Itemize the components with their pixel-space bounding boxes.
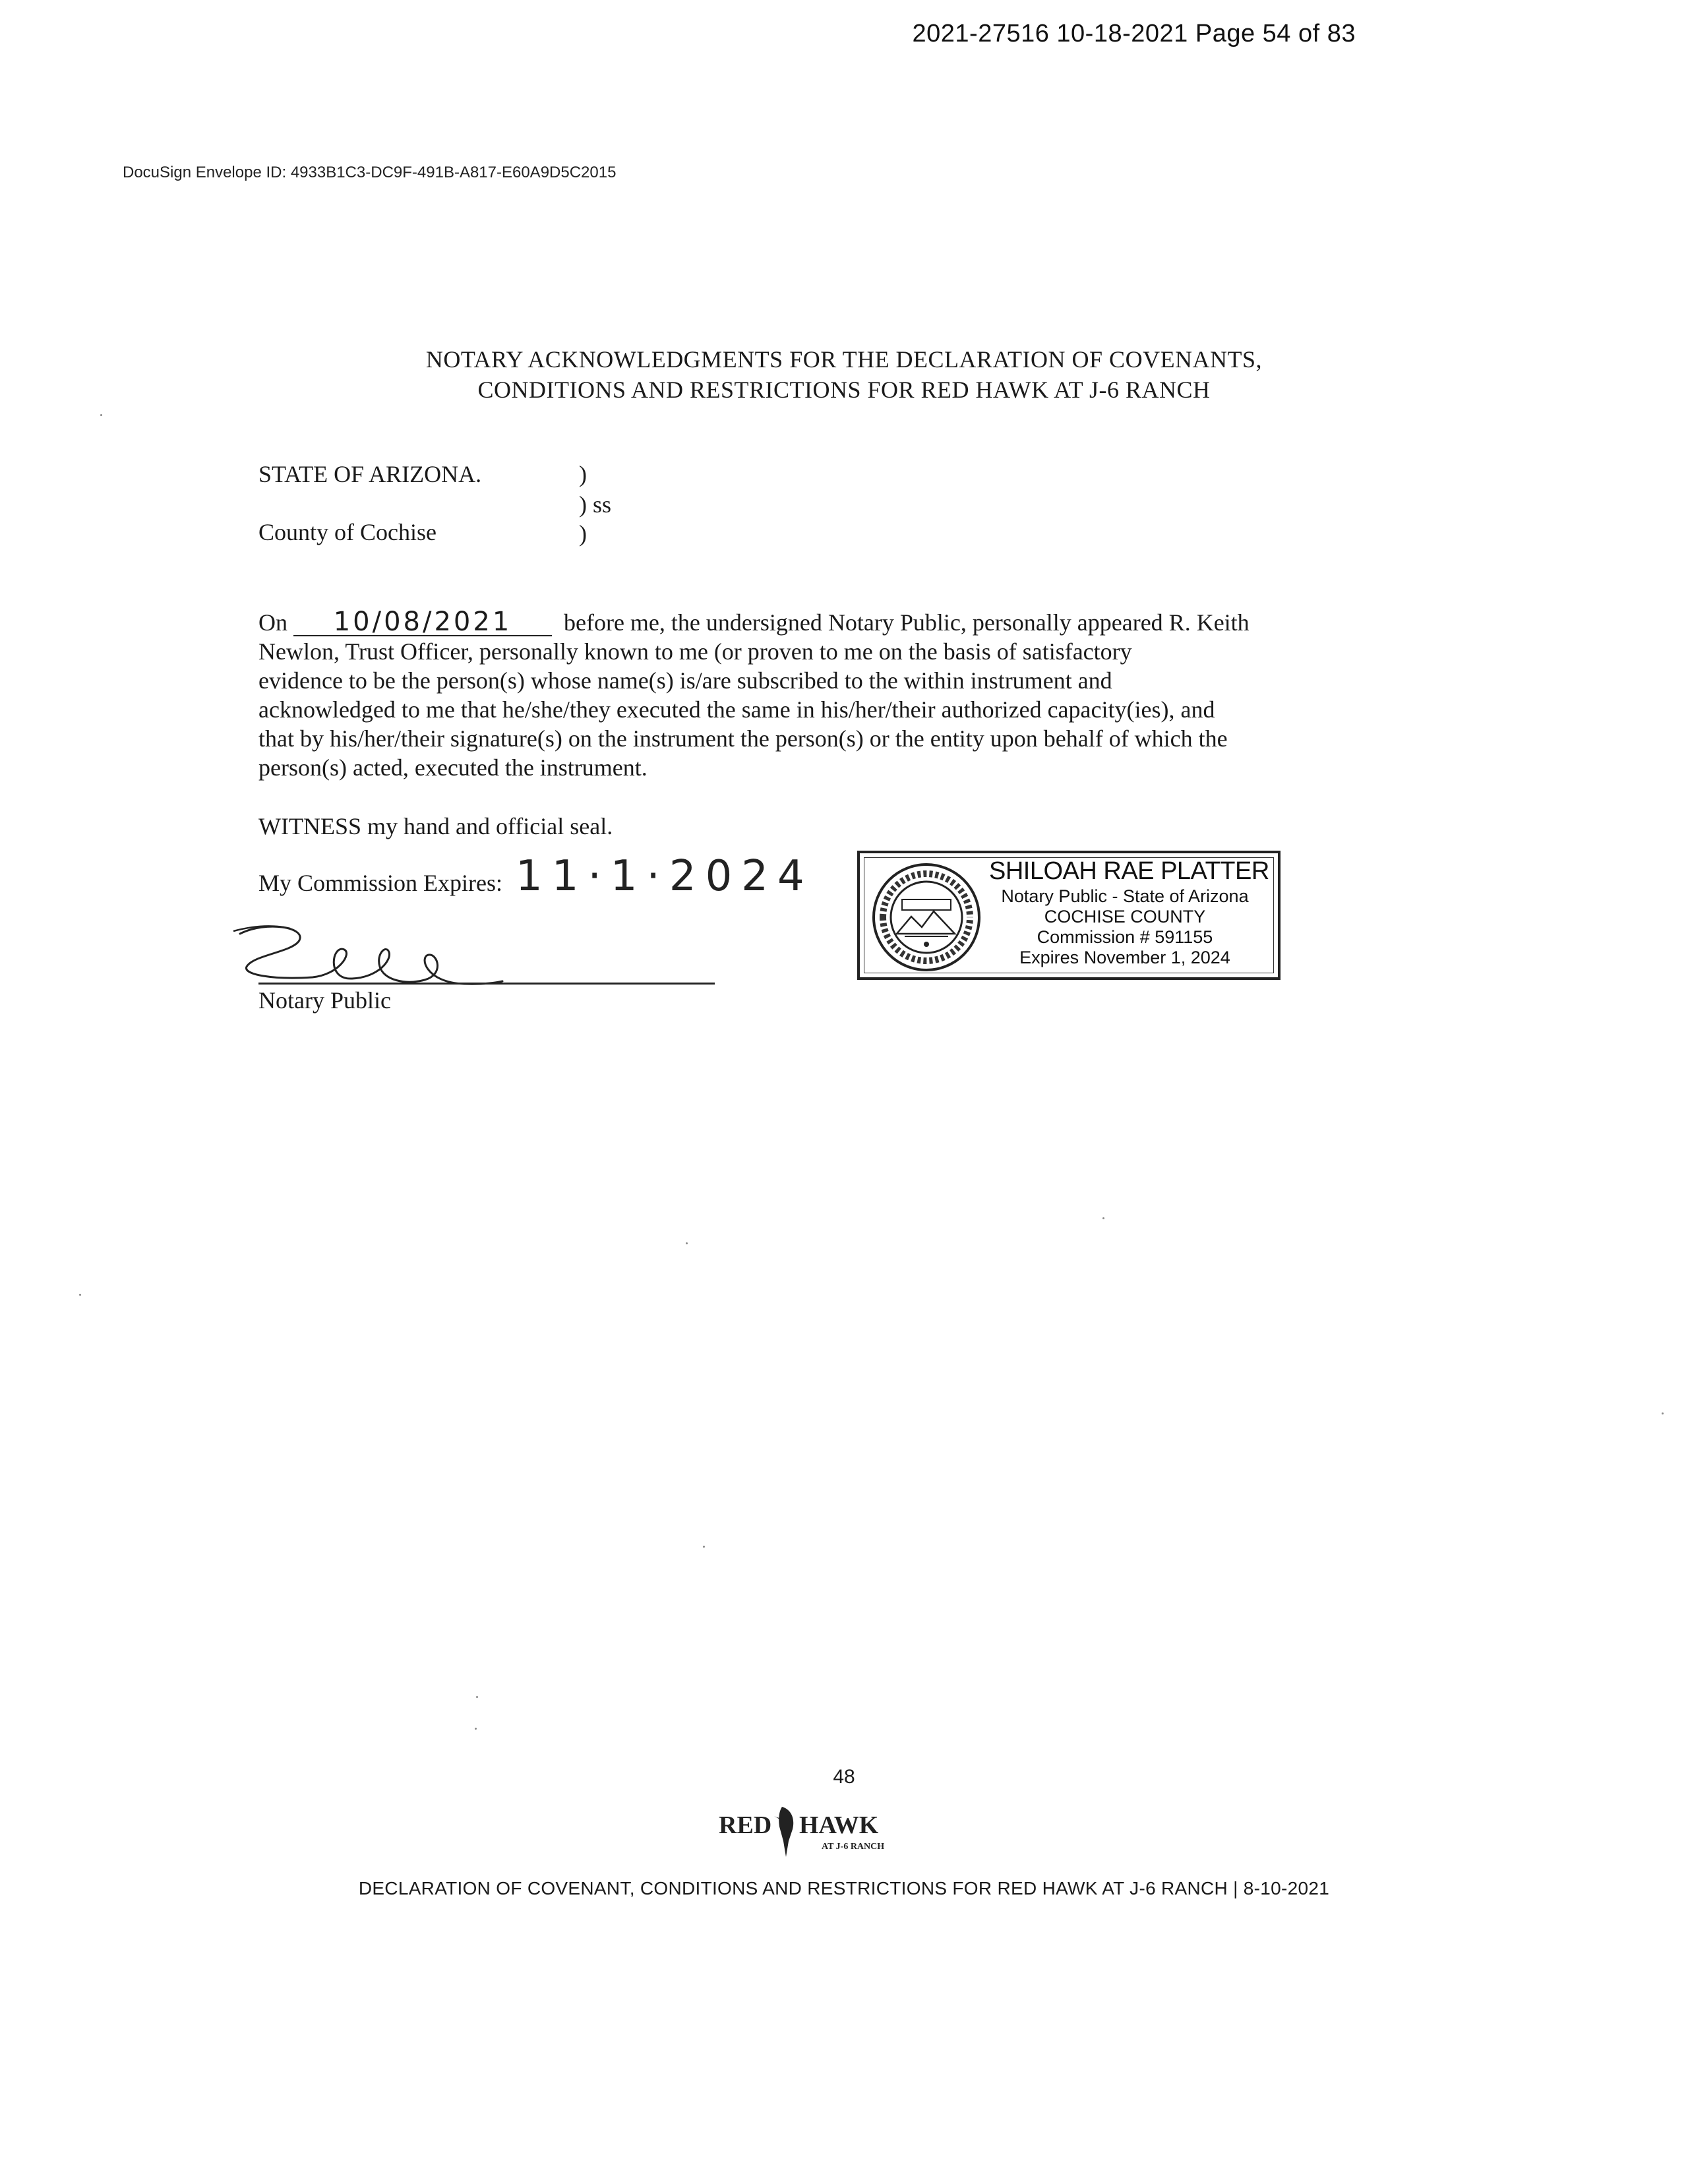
notary-name: SHILOAH RAE PLATTER <box>989 857 1269 885</box>
acknowledgment-line-3: evidence to be the person(s) whose name(s) is/are subscribed to the within instrument and <box>258 667 1112 694</box>
arizona-state-seal-icon <box>870 861 982 973</box>
page-number: 48 <box>833 1766 855 1788</box>
svg-text:HAWK: HAWK <box>799 1811 879 1839</box>
venue-ss: ) ss <box>579 491 612 518</box>
title-line-2: CONDITIONS AND RESTRICTIONS FOR RED HAWK AT J-6 RANCH <box>477 377 1211 403</box>
commission-expires-label: My Commission Expires: <box>258 870 503 896</box>
scan-speck <box>476 1696 478 1698</box>
acknowledgment-date: 10/08/2021 <box>293 609 552 636</box>
docusign-envelope-id: DocuSign Envelope ID: 4933B1C3-DC9F-491B-A817-E60A9D5C2015 <box>123 164 617 181</box>
on-word: On <box>258 609 287 636</box>
notary-title: Notary Public - State of Arizona <box>1001 886 1249 906</box>
handwritten-expiration-date: 11·1·2024 <box>516 852 814 901</box>
title-line-1: NOTARY ACKNOWLEDGMENTS FOR THE DECLARATION OF COVENANTS, <box>425 346 1263 373</box>
scan-speck <box>100 414 102 416</box>
stamp-expiration: Expires November 1, 2024 <box>1019 948 1230 967</box>
acknowledgment-line-6: person(s) acted, executed the instrument. <box>258 754 648 781</box>
recording-stamp-header: 2021-27516 10-18-2021 Page 54 of 83 <box>912 20 1356 47</box>
scan-speck <box>79 1294 81 1296</box>
venue-paren-1: ) <box>579 461 587 487</box>
red-hawk-logo <box>717 1800 889 1861</box>
acknowledgment-paragraph <box>258 608 1327 782</box>
signature-line <box>258 983 715 985</box>
venue-county: County of Cochise <box>258 519 437 545</box>
witness-statement: WITNESS my hand and official seal. <box>258 813 613 839</box>
notary-county: COCHISE COUNTY <box>1044 907 1206 926</box>
acknowledgment-line-2: Newlon, Trust Officer, personally known to me (or proven to me on the basis of satisfactory <box>258 638 1132 665</box>
notary-public-label: Notary Public <box>258 987 391 1014</box>
footer-text: DECLARATION OF COVENANT, CONDITIONS AND RESTRICTIONS FOR RED HAWK AT J-6 RANCH | 8-10-2021 <box>358 1878 1330 1898</box>
stamp-text-block <box>989 856 1269 968</box>
document-title <box>0 344 1688 405</box>
scan-speck <box>703 1546 705 1548</box>
scan-speck <box>1102 1217 1104 1219</box>
acknowledgment-line-4: acknowledged to me that he/she/they executed the same in his/her/their authorized capacity(ies), and <box>258 696 1215 723</box>
scan-speck <box>475 1728 477 1730</box>
venue-paren-3: ) <box>579 520 587 547</box>
commission-number: Commission # 591155 <box>1037 927 1213 947</box>
venue-state: STATE OF ARIZONA. <box>258 461 482 487</box>
svg-text:AT J-6 RANCH: AT J-6 RANCH <box>822 1842 885 1852</box>
svg-text:RED: RED <box>719 1811 772 1839</box>
scan-speck <box>1662 1412 1664 1414</box>
notary-stamp <box>857 851 1281 980</box>
notary-signature <box>227 914 504 993</box>
scan-speck <box>686 1242 688 1244</box>
acknowledgment-line-1: before me, the undersigned Notary Public, personally appeared R. Keith <box>564 609 1250 636</box>
acknowledgment-line-5: that by his/her/their signature(s) on the instrument the person(s) or the entity upon behalf of which the <box>258 725 1228 752</box>
